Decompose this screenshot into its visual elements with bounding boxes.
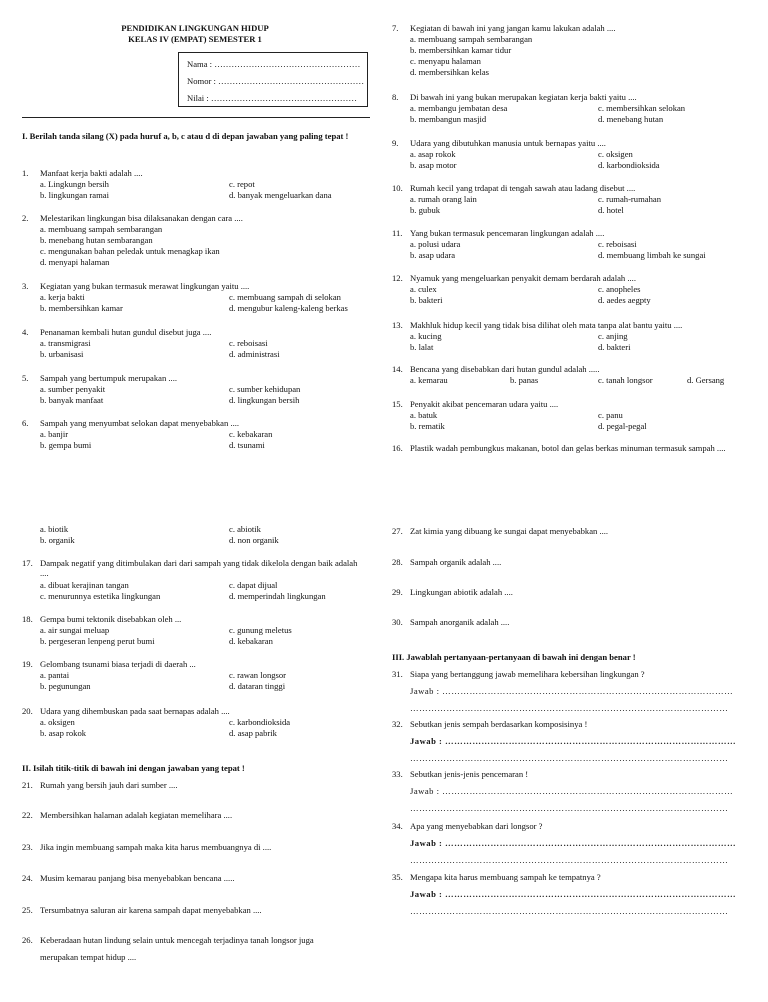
option-a[interactable]: a. Lingkungn bersih <box>40 179 109 189</box>
option-a[interactable]: a. pantai <box>40 670 70 680</box>
question-number: 2. <box>22 213 29 223</box>
answer-line-2[interactable]: …………………………………………………………………………………………… <box>410 906 729 916</box>
question-text: Udara yang dibutuhkan manusia untuk bernapas yaitu .... <box>410 138 606 148</box>
essay-question-34 <box>392 821 738 871</box>
option-c[interactable]: c. rumah-rumahan <box>598 194 661 204</box>
option-b[interactable]: b. organik <box>40 535 75 545</box>
question-text: Penanaman kembali hutan gundul disebut juga .... <box>40 327 212 337</box>
question-number: 10. <box>392 183 403 193</box>
question-number: 5. <box>22 373 29 383</box>
option-b[interactable]: b. panas <box>510 375 539 385</box>
question-18 <box>22 614 367 648</box>
question-11 <box>392 228 752 262</box>
question-text: Yang bukan termasuk pencemaran lingkungan adalah .... <box>410 228 605 238</box>
question-number: 6. <box>22 418 29 428</box>
fill-question-29 <box>392 587 752 599</box>
answer-line-2[interactable]: …………………………………………………………………………………………… <box>410 803 729 813</box>
option-b[interactable]: b. menebang hutan sembarangan <box>40 235 153 245</box>
question-text: Mengapa kita harus membuang sampah ke tempatnya ? <box>410 872 601 882</box>
question-text[interactable]: Musim kemarau panjang bisa menyebabkan bencana ..... <box>40 873 235 883</box>
option-d[interactable]: d. hotel <box>598 205 624 215</box>
question-text: Apa yang menyebabkan dari longsor ? <box>410 821 543 831</box>
option-b[interactable]: b. gubuk <box>410 205 441 215</box>
option-b[interactable]: b. lalat <box>410 342 434 352</box>
question-3 <box>22 281 367 315</box>
question-number: 14. <box>392 364 403 374</box>
question-number: 34. <box>392 821 403 831</box>
option-a[interactable]: a. biotik <box>40 524 69 534</box>
answer-line[interactable]: Jawab : …………………………………………………………………………………… <box>410 686 734 696</box>
question-text: Sebutkan jenis-jenis pencemaran ! <box>410 769 529 779</box>
option-d[interactable]: d. dataran tinggi <box>229 681 286 691</box>
option-c[interactable]: c. reboisasi <box>598 239 637 249</box>
option-c[interactable]: c. reboisasi <box>229 338 268 348</box>
question-number: 20. <box>22 706 33 716</box>
option-c[interactable]: c. gunung meletus <box>229 625 292 635</box>
question-number: 15. <box>392 399 403 409</box>
fill-question-25 <box>22 905 367 917</box>
question-text: Gempa bumi tektonik disebabkan oleh ... <box>40 614 182 624</box>
question-text[interactable]: Lingkungan abiotik adalah .... <box>410 587 513 597</box>
question-number: 8. <box>392 92 399 102</box>
question-7 <box>392 23 752 79</box>
question-text: Rumah kecil yang trdapat di tengah sawah atau ladang disebut .... <box>410 183 636 193</box>
option-b[interactable]: b. pegunungan <box>40 681 91 691</box>
option-b[interactable]: c. menurunnya estetika lingkungan <box>40 591 161 601</box>
question-text: Sampah yang menyumbat selokan dapat menyebabkan .... <box>40 418 240 428</box>
question-14 <box>392 364 752 388</box>
option-c[interactable]: c. rawan longsor <box>229 670 287 680</box>
question-1 <box>22 168 367 202</box>
question-text: Gelombang tsunami biasa terjadi di daerah ... <box>40 659 196 669</box>
question-number: 7. <box>392 23 399 33</box>
question-number: 11. <box>392 228 403 238</box>
student-info-box <box>178 52 368 107</box>
question-text[interactable]: Rumah yang bersih jauh dari sumber .... <box>40 780 178 790</box>
question-text: Di bawah ini yang bukan merupakan kegiatan kerja bakti yaitu .... <box>410 92 637 102</box>
answer-line-2[interactable]: …………………………………………………………………………………………… <box>410 703 729 713</box>
fill-question-22 <box>22 810 367 822</box>
option-c[interactable]: c. membersihkan selokan <box>598 103 686 113</box>
option-b[interactable]: b. membersihkan kamar <box>40 303 123 313</box>
nilai-field[interactable]: Nilai : …………………………………………… <box>187 93 357 103</box>
header-divider <box>22 117 370 118</box>
option-a[interactable]: a. sumber penyakit <box>40 384 106 394</box>
answer-line[interactable]: Jawab : …………………………………………………………………………………… <box>410 838 737 848</box>
option-b[interactable]: b. pergeseran lenpeng perut bumi <box>40 636 155 646</box>
question-number: 3. <box>22 281 29 291</box>
option-d[interactable]: d. bakteri <box>598 342 631 352</box>
question-number: 35. <box>392 872 403 882</box>
option-b[interactable]: b. bakteri <box>410 295 443 305</box>
option-d[interactable]: d. asap pabrik <box>229 728 277 738</box>
option-a[interactable]: a. kucing <box>410 331 442 341</box>
option-a[interactable]: a. kemarau <box>410 375 448 385</box>
question-19 <box>22 659 367 693</box>
question-number: 1. <box>22 168 29 178</box>
question-number: 25. <box>22 905 33 915</box>
option-c[interactable]: c. abiotik <box>229 524 261 534</box>
fill-question-21 <box>22 780 367 792</box>
question-6 <box>22 418 367 452</box>
question-text[interactable]: Tersumbatnya saluran air karena sampah dapat menyebabkan .... <box>40 905 262 915</box>
answer-line[interactable]: Jawab : …………………………………………………………………………………… <box>410 786 734 796</box>
option-b[interactable]: b. gempa bumi <box>40 440 92 450</box>
option-b[interactable]: b. asap udara <box>410 250 456 260</box>
question-number: 24. <box>22 873 33 883</box>
question-number: 32. <box>392 719 403 729</box>
section-1-instruction: I. Berilah tanda silang (X) pada huruf a, b, c atau d di depan jawaban yang paling tepat ! <box>22 131 349 141</box>
option-c[interactable]: c. kebakaran <box>229 429 273 439</box>
question-text: Dampak negatif yang ditimbulakan dari dari sampah yang tidak dikelola dengan baik adalah .... <box>40 558 358 579</box>
option-a[interactable]: a. transmigrasi <box>40 338 91 348</box>
option-a[interactable]: a. air sungai meluap <box>40 625 110 635</box>
answer-line-2[interactable]: …………………………………………………………………………………………… <box>410 753 729 763</box>
question-8 <box>392 92 752 126</box>
option-c[interactable]: c. menyapu halaman <box>410 56 481 66</box>
fill-question-28 <box>392 557 752 569</box>
option-c[interactable]: c. oksigen <box>598 149 633 159</box>
question-2 <box>22 213 367 269</box>
question-number: 9. <box>392 138 399 148</box>
question-text: Sebutkan jenis sempah berdasarkan komposisinya ! <box>410 719 588 729</box>
option-a[interactable]: a. membuang sampah sembarangan <box>410 34 533 44</box>
option-b[interactable]: b. asap motor <box>410 160 457 170</box>
option-c[interactable]: c. panu <box>598 410 623 420</box>
question-16 <box>392 443 752 469</box>
question-number: 19. <box>22 659 33 669</box>
question-15 <box>392 399 752 433</box>
question-text: Makhluk hidup kecil yang tidak bisa dilihat oleh mata tanpa alat bantu yaitu .... <box>410 320 683 330</box>
option-d[interactable]: d. aedes aegpty <box>598 295 651 305</box>
section-3-instruction: III. Jawablah pertanyaan-pertanyaan di bawah ini dengan benar ! <box>392 652 636 662</box>
question-text: Melestarikan lingkungan bisa dilaksanakan dengan cara .... <box>40 213 243 223</box>
option-c[interactable]: c. tanah longsor <box>598 375 653 385</box>
question-text-continued[interactable]: merupakan tempat hidup .... <box>40 952 137 962</box>
question-text[interactable]: Keberadaan hutan lindung selain untuk mencegah terjadinya tanah longsor juga <box>40 935 314 945</box>
question-number: 31. <box>392 669 403 679</box>
question-number: 27. <box>392 526 403 536</box>
question-number: 29. <box>392 587 403 597</box>
document-header <box>60 23 330 44</box>
option-d[interactable]: d. membersihkan kelas <box>410 67 489 77</box>
option-b[interactable]: b. membersihkan kamar tidur <box>410 45 512 55</box>
essay-question-32 <box>392 719 738 769</box>
question-number: 30. <box>392 617 403 627</box>
option-a[interactable]: a. polusi udara <box>410 239 461 249</box>
option-b[interactable]: b. asap rokok <box>40 728 87 738</box>
option-a[interactable]: a. batuk <box>410 410 438 420</box>
option-c[interactable]: c. karbondioksida <box>229 717 291 727</box>
option-a[interactable]: a. asap rokok <box>410 149 456 159</box>
option-d[interactable]: d. menyapi halaman <box>40 257 110 267</box>
option-d[interactable]: d. pegal-pegal <box>598 421 647 431</box>
question-13 <box>392 320 752 354</box>
option-d[interactable]: d. membuang limbah ke sungai <box>598 250 706 260</box>
option-a[interactable]: a. dibuat kerajinan tangan <box>40 580 129 590</box>
option-a[interactable]: a. oksigen <box>40 717 75 727</box>
question-text: Kegiatan di bawah ini yang jangan kamu lakukan adalah .... <box>410 23 616 33</box>
option-a[interactable]: a. membuang sampah sembarangan <box>40 224 163 234</box>
question-4 <box>22 327 367 361</box>
header-subtitle: KELAS IV (EMPAT) SEMESTER 1 <box>128 33 262 44</box>
question-number: 23. <box>22 842 33 852</box>
option-b[interactable]: b. banyak manfaat <box>40 395 104 405</box>
question-number: 4. <box>22 327 29 337</box>
option-c[interactable]: c. dapat dijual <box>229 580 278 590</box>
fill-question-23 <box>22 842 367 854</box>
option-b[interactable]: b. membangun masjid <box>410 114 487 124</box>
option-a[interactable]: a. kerja bakti <box>40 292 85 302</box>
question-number: 33. <box>392 769 403 779</box>
question-text[interactable]: Membersihkan halaman adalah kegiatan memelihara .... <box>40 810 233 820</box>
essay-question-33 <box>392 769 738 819</box>
question-text: Siapa yang bertanggung jawab memelihara kebersihan lingkungan ? <box>410 669 645 679</box>
option-c[interactable]: c. anopheles <box>598 284 641 294</box>
nomor-field[interactable]: Nomor : …………………………………………… <box>187 76 365 86</box>
question-text[interactable]: Zat kimia yang dibuang ke sungai dapat menyebabkan .... <box>410 526 609 536</box>
question-17 <box>22 558 367 604</box>
question-text[interactable]: Jika ingin membuang sampah maka kita harus membuangnya di .... <box>40 842 272 852</box>
option-b[interactable]: b. urbanisasi <box>40 349 84 359</box>
option-d[interactable]: d. menebang hutan <box>598 114 664 124</box>
question-20 <box>22 706 367 740</box>
question-10 <box>392 183 752 217</box>
option-c[interactable]: c. sumber kehidupan <box>229 384 301 394</box>
question-number: 13. <box>392 320 403 330</box>
question-12 <box>392 273 752 307</box>
option-d[interactable]: d. mengubur kaleng-kaleng berkas <box>229 303 348 313</box>
option-d[interactable]: d. banyak mengeluarkan dana <box>229 190 332 200</box>
answer-line-2[interactable]: …………………………………………………………………………………………… <box>410 855 729 865</box>
fill-question-26 <box>22 935 367 965</box>
fill-question-24 <box>22 873 367 885</box>
option-d[interactable]: d. non organik <box>229 535 279 545</box>
header-title: PENDIDIKAN LINGKUNGAN HIDUP <box>121 23 269 33</box>
option-d[interactable]: d. kebakaran <box>229 636 273 646</box>
option-d[interactable]: d. memperindah lingkungan <box>229 591 326 601</box>
nama-field[interactable]: Nama : …………………………………………… <box>187 59 361 69</box>
option-b[interactable]: b. lingkungan ramai <box>40 190 109 200</box>
option-a[interactable]: a. membangu jembatan desa <box>410 103 508 113</box>
fill-question-30 <box>392 617 752 629</box>
section-2-instruction: II. Isilah titik-titik di bawah ini dengan jawaban yang tepat ! <box>22 763 245 773</box>
option-a[interactable]: a. rumah orang lain <box>410 194 477 204</box>
question-text[interactable]: Sampah organik adalah .... <box>410 557 502 567</box>
question-number: 17. <box>22 558 33 568</box>
option-d[interactable]: d. karbondioksida <box>598 160 660 170</box>
question-number: 28. <box>392 557 403 567</box>
question-16-options <box>22 524 367 548</box>
option-c[interactable]: c. membuang sampah di selokan <box>229 292 341 302</box>
option-d[interactable]: d. lingkungan bersih <box>229 395 300 405</box>
question-number: 18. <box>22 614 33 624</box>
option-c[interactable]: c. mengunakan bahan peledak untuk menagkap ikan <box>40 246 220 256</box>
option-a[interactable]: a. banjir <box>40 429 69 439</box>
essay-question-31 <box>392 669 738 719</box>
option-c[interactable]: c. anjing <box>598 331 628 341</box>
question-number: 26. <box>22 935 33 945</box>
fill-question-27 <box>392 526 752 538</box>
option-d[interactable]: d. tsunami <box>229 440 265 450</box>
question-number: 22. <box>22 810 33 820</box>
option-a[interactable]: a. culex <box>410 284 437 294</box>
question-text: Nyamuk yang mengeluarkan penyakit demam berdarah adalah .... <box>410 273 636 283</box>
essay-question-35 <box>392 872 738 922</box>
question-text: Penyakit akibat pencemaran udara yaitu .... <box>410 399 559 409</box>
question-text: Kegiatan yang bukan termasuk merawat lingkungan yaitu .... <box>40 281 250 291</box>
question-text: Plastik wadah pembungkus makanan, botol dan gelas berkas minuman termasuk sampah .... <box>410 443 726 453</box>
question-text[interactable]: Sampah anorganik adalah .... <box>410 617 510 627</box>
question-text: Sampah yang bertumpuk merupakan .... <box>40 373 177 383</box>
option-b[interactable]: b. rematik <box>410 421 445 431</box>
question-text: Udara yang dihembuskan pada saat bernapas adalah .... <box>40 706 230 716</box>
option-d[interactable]: d. administrasi <box>229 349 280 359</box>
question-5 <box>22 373 367 407</box>
question-text: Manfaat kerja bakti adalah .... <box>40 168 143 178</box>
option-c[interactable]: c. repot <box>229 179 255 189</box>
answer-line[interactable]: Jawab : …………………………………………………………………………………… <box>410 736 737 746</box>
question-number: 16. <box>392 443 403 453</box>
question-number: 21. <box>22 780 33 790</box>
question-9 <box>392 138 752 172</box>
question-text: Bencana yang disebabkan dari hutan gundul adalah ..... <box>410 364 600 374</box>
answer-line[interactable]: Jawab : …………………………………………………………………………………… <box>410 889 737 899</box>
option-d[interactable]: d. Gersang <box>687 375 725 385</box>
question-number: 12. <box>392 273 403 283</box>
